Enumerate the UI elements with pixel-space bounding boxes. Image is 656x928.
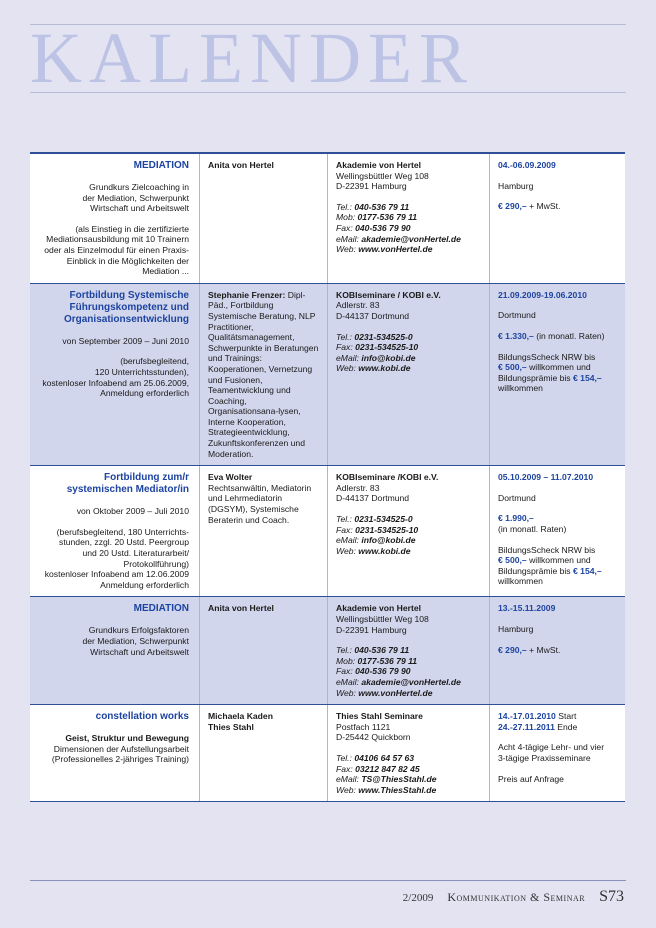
contact-label: eMail: [336, 233, 362, 244]
contact-label: Fax: [336, 222, 356, 233]
contact-value: 0231-534525-0 [354, 331, 413, 342]
contact-line [336, 202, 481, 213]
organizer-name: KOBIseminare /KOBI e.V. [336, 472, 439, 483]
event-date-line [498, 711, 617, 722]
contact-label: eMail: [336, 774, 362, 785]
spacer [38, 346, 189, 356]
contact-value: 040-536 79 90 [355, 666, 411, 677]
info-text: BildungsScheck NRW bis [498, 544, 596, 555]
date-cell [490, 705, 625, 801]
contact-label: Web: [336, 363, 359, 374]
info-text: BildungsScheck NRW bis [498, 351, 596, 362]
event-description-cell [30, 705, 200, 801]
organizer-cell [328, 154, 490, 283]
page-number: S73 [599, 888, 624, 905]
contact-label: Web: [336, 784, 359, 795]
event-subtitle: Geist, Struktur und Bewegung [65, 733, 189, 744]
event-title: constellation works [95, 711, 189, 723]
contact-label: eMail: [336, 676, 362, 687]
contact-line [336, 332, 481, 343]
contact-value: www.vonHertel.de [358, 687, 433, 698]
date-cell [490, 466, 625, 596]
spacer [498, 503, 617, 513]
info-text: Dortmund [498, 492, 536, 503]
contact-line [336, 774, 481, 785]
info-text: Dortmund [498, 310, 536, 321]
trainer-name: Stephanie Frenzer: [208, 289, 288, 300]
event-detail: Grundkurs Erfolgsfaktoren der Mediation, Schwerpunkt Wirtschaft und Arbeitswelt [82, 625, 189, 657]
contact-line [336, 666, 481, 677]
spacer [498, 535, 617, 545]
contact-value: www.vonHertel.de [358, 244, 433, 255]
contact-line [336, 363, 481, 374]
date-cell [490, 284, 625, 466]
spacer [498, 732, 617, 742]
price-suffix: + MwSt. [526, 201, 561, 212]
spacer [498, 342, 617, 352]
contact-value: 03212 847 82 45 [355, 763, 420, 774]
contact-line [336, 514, 481, 525]
date-suffix: Ende [554, 721, 578, 732]
issue-number: 2/2009 [402, 892, 434, 904]
contact-label: Fax: [336, 666, 356, 677]
info-text: Preis auf Anfrage [498, 773, 564, 784]
trainer-name: Anita von Hertel [208, 603, 274, 614]
contact-label: Tel.: [336, 331, 355, 342]
event-detail: von Oktober 2009 – Juli 2010 [76, 506, 189, 517]
spacer [498, 300, 617, 310]
contact-label: Tel.: [336, 645, 355, 656]
trainer-name: Eva Wolter [208, 472, 253, 483]
contact-value: TS@ThiesStahl.de [361, 774, 437, 785]
organizer-address: Wellingsbüttler Weg 108 D-22391 Hamburg [336, 170, 429, 192]
contact-value: akademie@vonHertel.de [361, 233, 461, 244]
contact-line [336, 234, 481, 245]
event-date: 14.-17.01.2010 [498, 711, 556, 722]
organizer-cell [328, 597, 490, 704]
spacer [38, 517, 189, 527]
contact-value: info@kobi.de [361, 352, 416, 363]
footer [403, 888, 624, 906]
contact-label: Fax: [336, 342, 356, 353]
contact-label: Fax: [336, 524, 356, 535]
organizer-address: Adlerstr. 83 D-44137 Dortmund [336, 300, 410, 321]
event-date-line [498, 722, 617, 733]
contact-label: Tel.: [336, 201, 355, 212]
organizer-address: Postfach 1121 D-25442 Quickborn [336, 721, 411, 743]
info-text: Acht 4-tägige Lehr- und vier 3-tägige Praxisseminare [498, 742, 605, 763]
spacer [498, 483, 617, 493]
event-row [30, 284, 625, 467]
price-suffix: (in monatl. Raten) [533, 330, 605, 341]
spacer [498, 635, 617, 645]
contact-line [336, 525, 481, 536]
contact-label: Tel.: [336, 752, 355, 763]
spacer [336, 504, 481, 514]
event-info [498, 513, 617, 534]
trainer-cell [200, 705, 328, 801]
event-date: 21.09.2009-19.06.2010 [498, 289, 587, 300]
event-date-line [498, 160, 617, 171]
magazine-name: Kommunikation & Seminar [447, 890, 586, 904]
event-row [30, 154, 625, 284]
event-row [30, 466, 625, 597]
spacer [498, 171, 617, 181]
contact-value: info@kobi.de [361, 535, 416, 546]
organizer-name: Thies Stahl Seminare [336, 711, 423, 722]
organizer-cell [328, 705, 490, 801]
event-info [498, 645, 617, 656]
event-info [498, 774, 617, 785]
contact-label: eMail: [336, 535, 362, 546]
info-text: willkommen [498, 576, 543, 587]
event-date-line [498, 290, 617, 301]
contact-label: Mob: [336, 655, 358, 666]
price: € 500,– [498, 362, 527, 373]
contact-line [336, 353, 481, 364]
price: € 290,– [498, 644, 527, 655]
event-detail: (als Einstieg in die zertifizierte Mediationsausbildung mit 10 Trainern oder als Einzelmodul für einen Praxis- Einblick in die Möglichkeiten der Mediation ... [44, 223, 189, 277]
event-title: MEDIATION [133, 160, 189, 171]
event-title: Fortbildung zum/r systemischen Mediator/in [66, 472, 189, 496]
event-detail: Grundkurs Zielcoaching in der Mediation, Schwerpunkt Wirtschaft und Arbeitswelt [82, 182, 189, 214]
spacer [498, 614, 617, 624]
event-info [498, 545, 617, 587]
contact-value: 0231-534525-10 [355, 524, 419, 535]
event-date: 05.10.2009 – 11.07.2010 [498, 472, 594, 483]
contact-label: Fax: [336, 763, 356, 774]
event-detail: von September 2009 – Juni 2010 [62, 335, 189, 346]
price: € 1.330,– [498, 330, 534, 341]
spacer [336, 635, 481, 645]
event-detail: (berufsbegleitend, 120 Unterrichtsstunden), kostenloser Infoabend am 25.06.2009, Anmeldung erforderlich [42, 356, 189, 399]
organizer-address: Adlerstr. 83 D-44137 Dortmund [336, 482, 410, 504]
event-date: 13.-15.11.2009 [498, 603, 556, 614]
contact-value: 04106 64 57 63 [354, 752, 415, 763]
trainer-cell [200, 154, 328, 283]
contact-label: Mob: [336, 212, 358, 223]
footer-rule [30, 880, 626, 881]
contact-value: 040-536 79 11 [354, 645, 410, 656]
contact-label: eMail: [336, 352, 362, 363]
event-description-cell [30, 284, 200, 466]
spacer [336, 192, 481, 202]
event-info [498, 181, 617, 192]
price-suffix: (in monatl. Raten) [498, 524, 567, 535]
spacer [498, 321, 617, 331]
spacer [498, 764, 617, 774]
contact-value: 0177-536 79 11 [357, 655, 418, 666]
contact-value: akademie@vonHertel.de [361, 676, 461, 687]
contact-line [336, 645, 481, 656]
contact-line [336, 753, 481, 764]
info-text: willkommen [498, 383, 543, 394]
event-info [498, 624, 617, 635]
date-cell [490, 597, 625, 704]
organizer-cell [328, 466, 490, 596]
event-title: Fortbildung Systemische Führungskompetenz und Organisationsentwicklung [63, 289, 189, 325]
contact-value: 040-536 79 90 [355, 222, 411, 233]
trainer-name: Michaela Kaden Thies Stahl [208, 711, 273, 732]
price: € 154,– [573, 372, 602, 383]
contact-line [336, 223, 481, 234]
contact-line [336, 535, 481, 546]
event-info [498, 352, 617, 394]
info-text: Hamburg [498, 624, 534, 634]
spacer [336, 322, 481, 332]
contact-line [336, 212, 481, 223]
event-date-line [498, 472, 617, 483]
event-date: 04.-06.09.2009 [498, 160, 556, 170]
price: € 154,– [573, 565, 602, 576]
contact-line [336, 656, 481, 667]
contact-value: 0231-534525-10 [355, 342, 419, 353]
event-description-cell [30, 466, 200, 596]
spacer [336, 743, 481, 753]
price-suffix: + MwSt. [526, 644, 561, 655]
contact-line [336, 244, 481, 255]
event-detail: (berufsbegleitend, 180 Unterrichts- stunden, zzgl. 20 Ustd. Peergroup und 20 Ustd. Literaturarbeit/ Protokollführung) kostenloser Infoabend am 12.06.2009 Anmeldung erforderlich [44, 526, 189, 590]
event-description-cell [30, 154, 200, 283]
event-info [498, 201, 617, 212]
contact-value: www.kobi.de [358, 363, 411, 374]
event-date-line [498, 603, 617, 614]
contact-value: 0177-536 79 11 [357, 212, 418, 223]
contact-value: 0231-534525-0 [354, 514, 413, 525]
trainer-cell [200, 284, 328, 466]
header-rule [30, 92, 626, 93]
contact-value: www.ThiesStahl.de [358, 784, 437, 795]
info-text: willkommen und Bildungsprämie bis [498, 362, 591, 383]
event-row [30, 705, 625, 801]
contact-label: Web: [336, 244, 359, 255]
trainer-name: Anita von Hertel [208, 160, 274, 170]
date-cell [490, 154, 625, 283]
page-title: KALENDER [30, 18, 474, 98]
organizer-name: KOBIseminare / KOBI e.V. [336, 289, 441, 300]
contact-label: Web: [336, 687, 359, 698]
price: € 500,– [498, 555, 527, 566]
trainer-cell [200, 466, 328, 596]
spacer [38, 214, 189, 224]
contact-line [336, 546, 481, 557]
contact-line [336, 688, 481, 699]
info-text: willkommen und Bildungsprämie bis [498, 555, 591, 576]
price: € 1.990,– [498, 513, 534, 524]
organizer-cell [328, 284, 490, 466]
organizer-name: Akademie von Hertel [336, 160, 422, 170]
event-row [30, 597, 625, 705]
price: € 290,– [498, 201, 527, 212]
trainer-bio: Dipl-Päd., Fortbildung Systemische Beratung, NLP Practitioner, Qualitätsmanagement, Schwerpunkte in Beratungen und Trainings: Kooperationen, Vernetzung und Fusionen, Teamentwicklung und Coaching, Organisationsana-lysen, Interne Kooperation, Strategieentwicklung, Zukunftskonferenzen und Moderation. [208, 289, 319, 459]
contact-value: 040-536 79 11 [354, 201, 410, 212]
contact-label: Web: [336, 545, 359, 556]
contact-line [336, 677, 481, 688]
event-info [498, 331, 617, 342]
event-info [498, 310, 617, 321]
info-text: Hamburg [498, 180, 534, 191]
organizer-address: Wellingsbüttler Weg 108 D-22391 Hamburg [336, 614, 429, 635]
organizer-name: Akademie von Hertel [336, 603, 422, 614]
event-end-date: 24.-27.11.2011 [498, 721, 555, 732]
spacer [498, 191, 617, 201]
trainer-cell [200, 597, 328, 704]
event-info [498, 493, 617, 504]
event-description-cell [30, 597, 200, 704]
event-detail: Dimensionen der Aufstellungsarbeit (Professionelles 2-jähriges Training) [51, 743, 189, 765]
date-suffix: Start [555, 711, 577, 722]
contact-line [336, 764, 481, 775]
contact-value: www.kobi.de [358, 545, 411, 556]
contact-label: Tel.: [336, 514, 355, 525]
events-table [30, 152, 625, 802]
event-info [498, 742, 617, 763]
contact-line [336, 342, 481, 353]
event-title: MEDIATION [133, 603, 189, 615]
trainer-bio: Rechtsanwältin, Mediatorin und Lehrmediatorin (DGSYM), Systemische Beraterin und Coach. [208, 482, 312, 525]
contact-line [336, 785, 481, 796]
